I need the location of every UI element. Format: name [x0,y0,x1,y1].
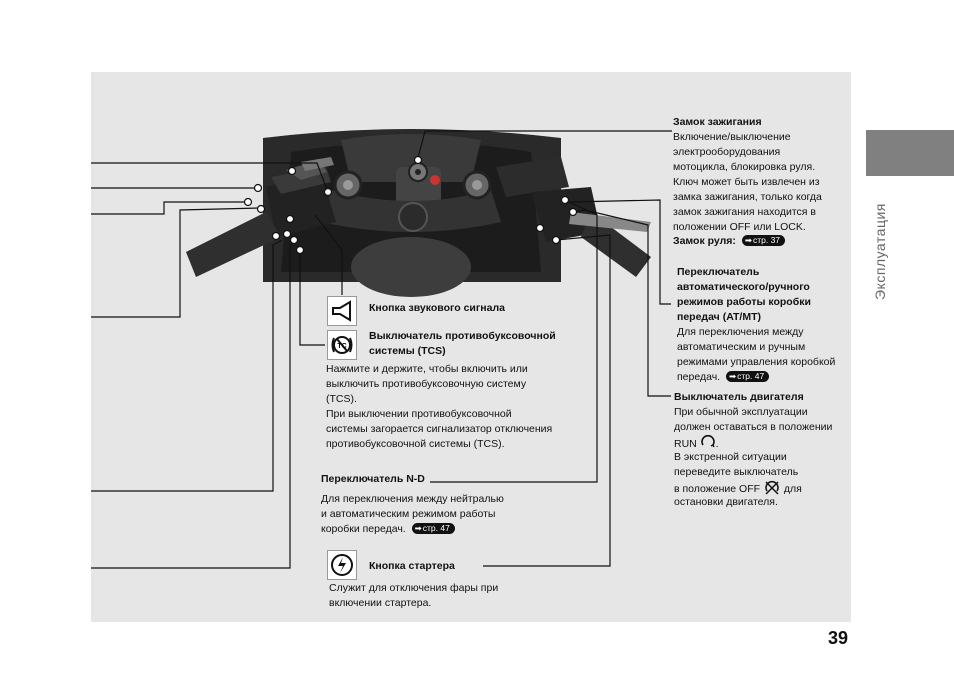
kill-run-line: RUN . [674,435,719,452]
arrow-right-icon: ➡ [729,371,737,381]
ref-page: 47 [440,523,450,533]
starter-line-2: включении стартера. [329,597,432,609]
run-icon [700,435,716,449]
nd-line-2: и автоматическим режимом работы [321,508,496,520]
ignition-title: Замок зажигания [673,116,762,128]
nd-last-line: коробки передач. [321,523,406,535]
kill-title: Выключатель двигателя [674,391,804,403]
nd-page-ref[interactable] [412,523,455,534]
horn-title: Кнопка звукового сигнала [369,302,505,314]
starter-title: Кнопка стартера [369,560,455,572]
ignition-line-4: Ключ может быть извлечен из [673,176,820,188]
nd-line-3 [321,522,455,537]
tcs-title-1: Выключатель противобуксовочной [369,330,556,342]
tcs-title-2: системы (TCS) [369,345,446,357]
tcs-line-4: При выключении противобуксовочной [326,408,512,420]
starter-icon [327,550,357,580]
atmt-title-3: режимов работы коробки [677,296,811,308]
kill-line-2: должен оставаться в положении [674,421,833,433]
atmt-line-3: режимами управления коробкой [677,356,836,368]
off-icon [763,480,781,495]
ref-page: 47 [754,371,765,381]
atmt-last-line: передач. [677,371,721,383]
section-label: Эксплуатация [872,203,888,300]
ref-prefix: стр. [422,523,438,533]
tcs-line-2: выключить противобуксовочную систему [326,378,527,390]
atmt-title-1: Переключатель [677,266,760,278]
ignition-line-5: замка зажигания, только когда [673,191,822,203]
arrow-right-icon: ➡ [744,235,752,245]
kill-last-line: остановки двигателя. [674,496,778,508]
tcs-line-6: противобуксовочной системы (TCS). [326,438,505,450]
atmt-title-4: передач (AT/MT) [677,311,761,323]
tcs-line-1: Нажмите и держите, чтобы включить или [326,363,528,375]
atmt-line-1: Для переключения между [677,326,804,338]
ignition-line-3: мотоцикла, блокировка руля. [673,161,816,173]
nd-title: Переключатель N-D [321,473,425,485]
tcs-icon [327,330,357,360]
steering-lock-label: Замок руля: [673,235,736,247]
steering-lock-line [673,234,785,249]
run-text: RUN [674,438,697,450]
kill-line-4: переведите выключатель [674,466,799,478]
kill-line-3: В экстренной ситуации [674,451,787,463]
off-text-before: в положение OFF [674,483,761,495]
tcs-line-3: (TCS). [326,393,357,405]
off-text-after: для [783,483,802,495]
horn-icon [327,296,357,326]
ref-prefix: стр. [737,371,753,381]
ignition-line-7: положении OFF или LOCK. [673,221,806,233]
section-tab [866,130,954,176]
arrow-right-icon: ➡ [414,523,422,533]
ignition-line-1: Включение/выключение [673,131,791,143]
ignition-line-2: электрооборудования [673,146,781,158]
starter-line-1: Служит для отключения фары при [329,582,499,594]
steering-lock-page-ref[interactable] [742,235,785,246]
page-number: 39 [828,628,849,648]
atmt-line-2: автоматическим и ручным [677,341,806,353]
atmt-line-4 [677,370,769,385]
kill-line-1: При обычной эксплуатации [674,406,808,418]
atmt-page-ref[interactable] [726,371,769,382]
tcs-line-5: системы загорается сигнализатор отключения [326,423,553,435]
ref-page: 37 [770,235,781,245]
ref-prefix: стр. [752,235,769,245]
nd-line-1: Для переключения между нейтралью [321,493,504,505]
ignition-line-6: замок зажигания находится в [673,206,816,218]
svg-text:TC: TC [337,343,347,350]
atmt-title-2: автоматического/ручного [677,281,810,293]
